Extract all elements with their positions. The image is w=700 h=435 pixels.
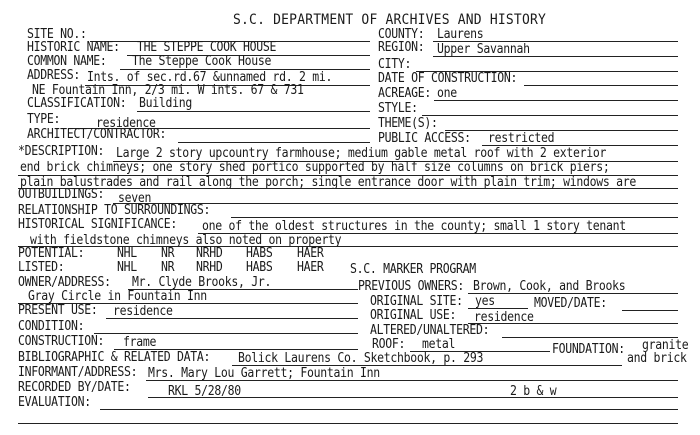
description-value-3: plain balustrades and rail along the porch; single entrance door with plain trim; windows are: [20, 173, 636, 190]
address-label: ADDRESS:: [27, 66, 80, 83]
present-use-line: [106, 318, 358, 319]
evaluation-label: EVALUATION:: [18, 393, 91, 410]
description-value-1: Large 2 story upcountry farmhouse; medium gable metal roof with 2 exterior: [116, 144, 607, 161]
original-use-value: residence: [474, 308, 534, 325]
type-label: TYPE:: [27, 110, 61, 127]
evaluation-line-2: [18, 423, 678, 424]
date-construction-line: [524, 85, 678, 86]
type-value: residence: [96, 114, 156, 131]
county-value: Laurens: [437, 25, 484, 42]
roof-label: ROOF:: [372, 335, 406, 352]
region-value: Upper Savannah: [437, 40, 530, 57]
architect-label: ARCHITECT/CONTRACTOR:: [27, 125, 167, 142]
architect-line: [178, 142, 370, 143]
themes-line: [445, 130, 678, 131]
original-site-value: yes: [475, 292, 495, 309]
evaluation-line-1: [100, 409, 678, 410]
listed-code-nrhd: NRHD: [196, 258, 223, 275]
significance-value-1: one of the oldest structures in the county; small 1 story tenant: [202, 217, 626, 234]
marker-program-label: S.C. MARKER PROGRAM: [350, 260, 476, 277]
significance-value-2: with fieldstone chimneys also noted on property: [30, 231, 342, 248]
condition-label: CONDITION:: [18, 317, 85, 334]
construction-value: frame: [123, 333, 157, 350]
moved-date-label: MOVED/DATE:: [534, 294, 607, 311]
listed-code-haer: HAER: [297, 258, 324, 275]
potential-code-nrhd: NRHD: [196, 244, 223, 261]
construction-label: CONSTRUCTION:: [18, 332, 105, 349]
classification-line: [137, 111, 370, 112]
recorded-line: [148, 397, 678, 398]
historic-name-label: HISTORIC NAME:: [27, 38, 120, 55]
bibliographic-value: Bolick Laurens Co. Sketchbook, p. 293: [238, 349, 484, 366]
relationship-label: RELATIONSHIP TO SURROUNDINGS:: [18, 201, 211, 218]
site-no-label: SITE NO.:: [27, 25, 87, 42]
listed-code-nr: NR: [161, 258, 175, 275]
address-value-2: NE Fountain Inn, 2/3 mi. W ints. 67 & 731: [32, 81, 304, 98]
photo-note: 2 b & w: [510, 382, 557, 399]
historic-name-value: THE STEPPE COOK HOUSE: [137, 38, 277, 55]
style-label: STYLE:: [378, 99, 418, 116]
potential-code-nhl: NHL: [117, 244, 137, 261]
classification-value: Building: [139, 94, 192, 111]
description-line-3: [18, 188, 678, 189]
potential-label: POTENTIAL:: [18, 244, 85, 261]
moved-date-line: [622, 310, 678, 311]
original-use-label: ORIGINAL USE:: [370, 306, 457, 323]
owner-value-2: Gray Circle in Fountain Inn: [28, 287, 207, 304]
present-use-label: PRESENT USE:: [18, 301, 98, 318]
altered-label: ALTERED/UNALTERED:: [370, 321, 490, 338]
owner-value-1: Mr. Clyde Brooks, Jr.: [132, 273, 272, 290]
recorded-value: RKL 5/28/80: [168, 382, 241, 399]
date-construction-label: DATE OF CONSTRUCTION:: [378, 69, 518, 86]
public-access-value: restricted: [488, 129, 555, 146]
acreage-line: [434, 100, 678, 101]
address-value-1: Ints. of sec.rd.67 &unnamed rd. 2 mi.: [87, 68, 333, 85]
previous-owners-value: Brown, Cook, and Brooks: [473, 277, 626, 294]
acreage-value: one: [437, 84, 457, 101]
potential-code-nr: NR: [161, 244, 175, 261]
classification-label: CLASSIFICATION:: [27, 94, 127, 111]
informant-line: [146, 380, 678, 381]
description-label: *DESCRIPTION:: [18, 142, 105, 159]
foundation-label: FOUNDATION:: [552, 340, 625, 357]
outbuildings-label: OUTBUILDINGS:: [18, 185, 105, 202]
informant-value: Mrs. Mary Lou Garrett; Fountain Inn: [148, 364, 380, 381]
acreage-label: ACREAGE:: [378, 84, 431, 101]
region-line: [433, 56, 678, 57]
listed-code-nhl: NHL: [117, 258, 137, 275]
potential-code-haer: HAER: [297, 244, 324, 261]
recorded-label: RECORDED BY/DATE:: [18, 378, 131, 395]
city-label: CITY:: [378, 55, 412, 72]
outbuildings-value: seven: [118, 189, 152, 206]
common-name-value: The Steppe Cook House: [132, 52, 272, 69]
significance-label: HISTORICAL SIGNIFICANCE:: [18, 215, 177, 232]
owner-label: OWNER/ADDRESS:: [18, 273, 111, 290]
foundation-value-1: granite: [642, 336, 689, 353]
roof-value: metal: [422, 335, 456, 352]
style-line: [422, 115, 678, 116]
listed-code-habs: HABS: [246, 258, 273, 275]
themes-label: THEME(S):: [378, 114, 438, 131]
county-label: COUNTY:: [378, 25, 425, 42]
original-site-label: ORIGINAL SITE:: [370, 292, 463, 309]
description-value-2: end brick chimneys; one story shed portico supported by half size columns on brick piers;: [20, 158, 610, 175]
listed-label: LISTED:: [18, 258, 65, 275]
potential-code-habs: HABS: [246, 244, 273, 261]
form-header: S.C. DEPARTMENT OF ARCHIVES AND HISTORY: [233, 11, 547, 29]
region-label: REGION:: [378, 38, 425, 55]
informant-label: INFORMANT/ADDRESS:: [18, 363, 138, 380]
common-name-label: COMMON NAME:: [27, 52, 107, 69]
previous-owners-label: PREVIOUS OWNERS:: [358, 277, 464, 294]
original-use-line: [468, 323, 678, 324]
foundation-value-2: and brick: [627, 349, 687, 366]
bibliographic-label: BIBLIOGRAPHIC & RELATED DATA:: [18, 348, 211, 365]
public-access-label: PUBLIC ACCESS:: [378, 129, 471, 146]
present-use-value: residence: [113, 302, 173, 319]
